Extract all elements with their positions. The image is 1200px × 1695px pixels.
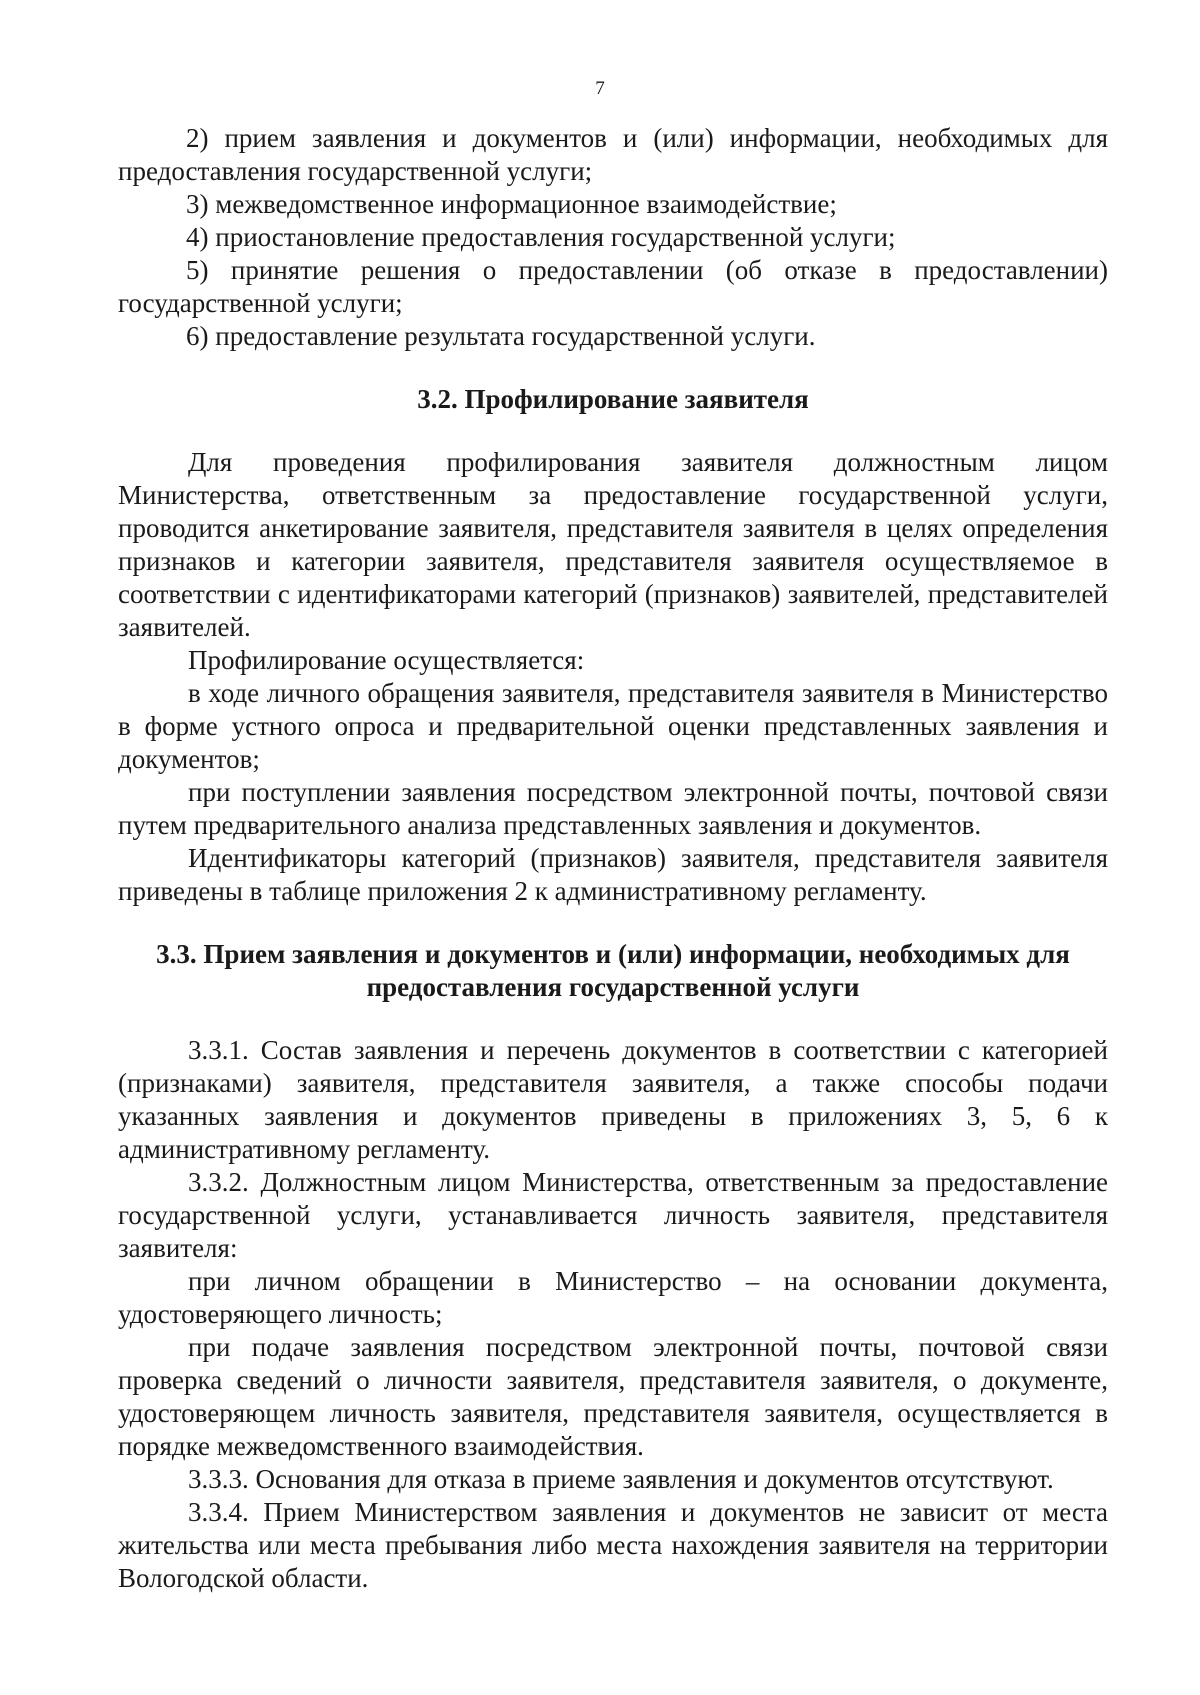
section-3-2-body	[118, 446, 1108, 908]
list-item: 2) прием заявления и документов и (или) информации, необходимых для предоставления государственной услуги;	[118, 123, 1108, 186]
section-3-3-body	[118, 1034, 1108, 1595]
paragraph: в ходе личного обращения заявителя, представителя заявителя в Министерство в форме устного опроса и предварительной оценки представленных заявления и документов;	[118, 678, 1108, 774]
paragraph: 3.3.4. Прием Министерством заявления и документов не зависит от места жительства или места пребывания либо места нахождения заявителя на территории Вологодской области.	[118, 1497, 1108, 1593]
section-heading-3-3: 3.3. Прием заявления и документов и (или) информации, необходимых для предоставления государственной услуги	[156, 939, 1070, 1002]
paragraph: Идентификаторы категорий (признаков) заявителя, представителя заявителя приведены в таблице приложения 2 к административному регламенту.	[118, 843, 1108, 906]
procedure-list	[118, 122, 1108, 353]
paragraph: Для проведения профилирования заявителя должностным лицом Министерства, ответственным за предоставление государственной услуги, проводится анкетирование заявителя, представителя заявителя в целях определения признаков и категории заявителя, представителя заявителя осуществляемое в соответствии с идентификаторами категорий (признаков) заявителей, представителей заявителей.	[118, 447, 1108, 642]
list-item: 3) межведомственное информационное взаимодействие;	[186, 189, 837, 219]
paragraph: 3.3.3. Основания для отказа в приеме заявления и документов отсутствуют.	[188, 1464, 1054, 1494]
paragraph: 3.3.1. Состав заявления и перечень документов в соответствии с категорией (признаками) заявителя, представителя заявителя, а также способы подачи указанных заявления и документов приведены в приложениях 3, 5, 6 к административному регламенту.	[118, 1035, 1108, 1164]
list-item: 5) принятие решения о предоставлении (об отказе в предоставлении) государственной услуги;	[118, 255, 1108, 318]
paragraph: 3.3.2. Должностным лицом Министерства, ответственным за предоставление государственной услуги, устанавливается личность заявителя, представителя заявителя:	[118, 1167, 1108, 1263]
list-item: 6) предоставление результата государственной услуги.	[186, 321, 816, 351]
paragraph: Профилирование осуществляется:	[188, 645, 585, 675]
paragraph: при личном обращении в Министерство – на основании документа, удостоверяющего личность;	[118, 1266, 1108, 1329]
list-item: 4) приостановление предоставления государственной услуги;	[186, 222, 896, 252]
section-heading-3-2: 3.2. Профилирование заявителя	[417, 384, 809, 414]
page-number: 7	[595, 78, 605, 99]
paragraph: при поступлении заявления посредством электронной почты, почтовой связи путем предварительного анализа представленных заявления и документов.	[118, 777, 1108, 840]
document-body	[118, 122, 1108, 1595]
paragraph: при подаче заявления посредством электронной почты, почтовой связи проверка сведений о личности заявителя, представителя заявителя, о документе, удостоверяющем личность заявителя, представителя заявителя, осуществляется в порядке межведомственного взаимодействия.	[118, 1332, 1108, 1461]
